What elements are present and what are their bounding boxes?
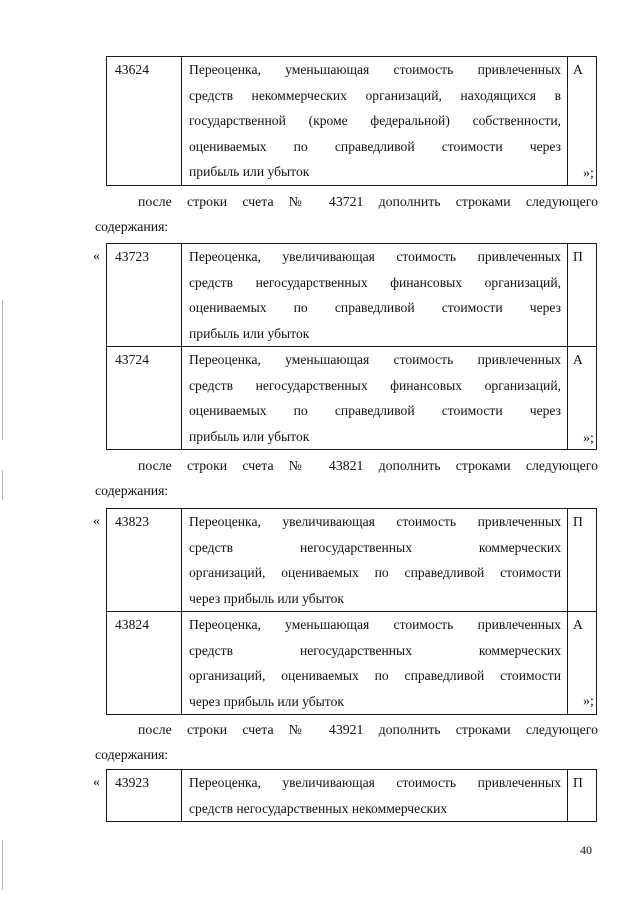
account-code: 43724 [107,347,182,450]
description-line: прибыль или убыток [189,428,310,444]
account-row [107,509,597,612]
account-row [107,347,597,450]
instruction-paragraph-line: после строки счета № 43721 дополнить строками следующего [138,194,598,209]
scan-edge-mark [2,300,3,440]
description-line: Переоценка, уменьшающая стоимость привлеченных [189,62,561,77]
account-description [182,57,568,186]
account-code: 43824 [107,612,182,715]
closing-quote: »; [583,431,594,446]
description-line: Переоценка, увеличивающая стоимость привлеченных [189,775,561,790]
instruction-paragraph-continuation: содержания: [95,219,169,234]
description-line: оцениваемых по справедливой стоимости через [189,138,561,154]
description-line: Переоценка, увеличивающая стоимость привлеченных [189,249,561,264]
description-line: средств негосударственных финансовых организаций, [189,274,561,290]
description-line: государственной (кроме федеральной) собственности, [189,113,561,128]
opening-quote: « [93,514,100,529]
account-type-mark: П [568,244,597,347]
account-description [182,244,568,347]
closing-quote: »; [583,694,594,709]
account-code: 43723 [107,244,182,347]
account-table-4 [106,769,597,822]
account-row [107,244,597,347]
account-description [182,770,568,822]
description-line: прибыль или убыток [189,164,310,179]
account-code: 43823 [107,509,182,612]
account-type-mark: А [568,612,597,715]
description-line: через прибыль или убыток [189,693,344,709]
description-line: средств негосударственных коммерческих [189,642,561,658]
description-line: оцениваемых по справедливой стоимости через [189,300,561,315]
account-description [182,612,568,715]
page-number: 40 [580,843,592,857]
instruction-paragraph-line: после строки счета № 43821 дополнить строками следующего [138,458,598,473]
instruction-paragraph-line: после строки счета № 43921 дополнить строками следующего [138,722,598,737]
description-line: средств негосударственных финансовых организаций, [189,377,561,393]
description-line: Переоценка, уменьшающая стоимость привлеченных [189,617,561,632]
description-line: средств негосударственных некоммерческих [189,800,448,816]
scan-edge-mark [2,840,3,890]
account-code: 43923 [107,770,182,822]
account-description [182,347,568,450]
account-row [107,612,597,715]
account-type-mark: П [568,770,597,822]
description-line: средств негосударственных коммерческих [189,539,561,555]
account-row [107,770,597,822]
description-line: средств некоммерческих организаций, находящихся в [189,87,561,103]
account-row [107,57,597,186]
account-type-mark: А [568,57,597,186]
description-line: через прибыль или убыток [189,590,344,606]
description-line: организаций, оцениваемых по справедливой стоимости [189,565,561,580]
account-table-1 [106,56,597,186]
description-line: прибыль или убыток [189,325,310,341]
opening-quote: « [93,249,100,264]
account-type-mark: П [568,509,597,612]
closing-quote: »; [583,166,594,181]
scan-edge-mark [2,470,3,500]
description-line: Переоценка, уменьшающая стоимость привлеченных [189,352,561,367]
instruction-paragraph-continuation: содержания: [95,747,169,762]
description-line: организаций, оцениваемых по справедливой стоимости [189,668,561,683]
account-table-3 [106,508,597,715]
account-description [182,509,568,612]
opening-quote: « [93,775,100,790]
description-line: Переоценка, увеличивающая стоимость привлеченных [189,514,561,529]
instruction-paragraph-continuation: содержания: [95,483,169,498]
account-table-2 [106,243,597,450]
account-code: 43624 [107,57,182,186]
description-line: оцениваемых по справедливой стоимости через [189,403,561,418]
account-type-mark: А [568,347,597,450]
